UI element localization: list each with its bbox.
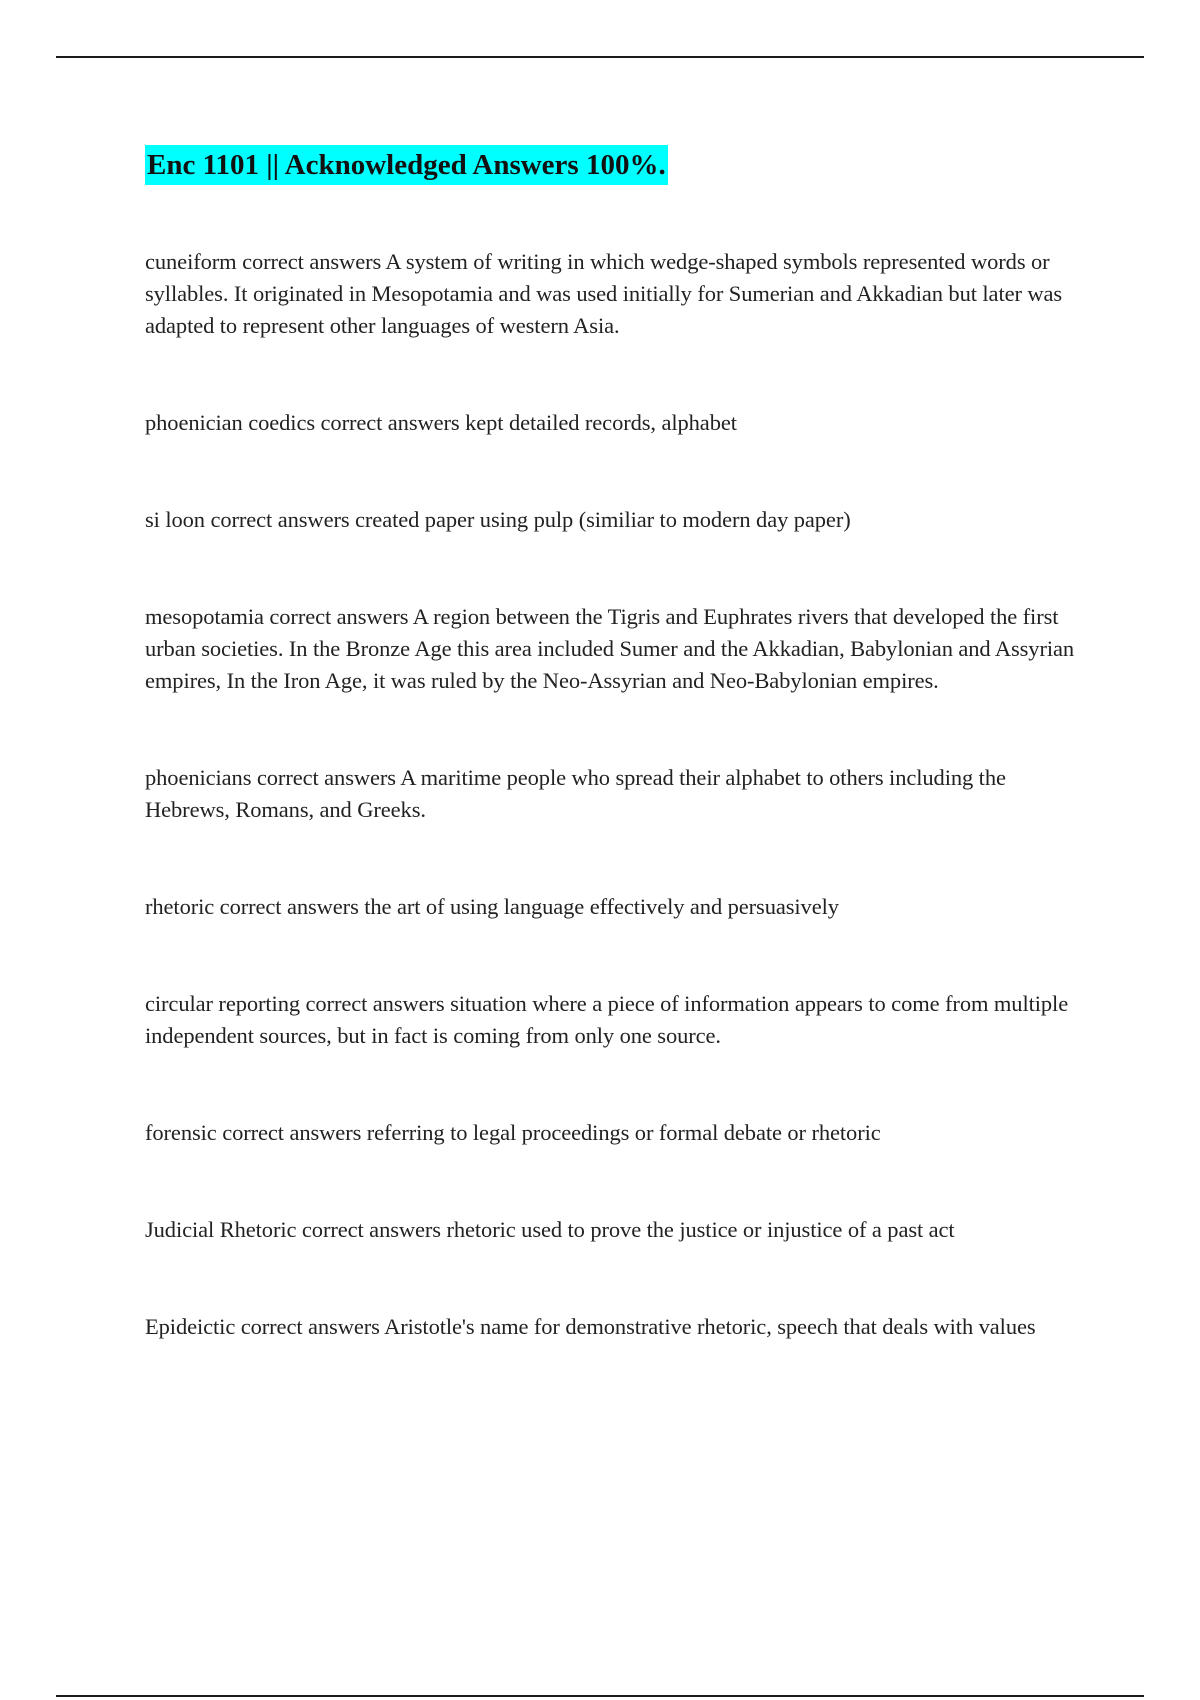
entry-phoenicians: phoenicians correct answers A maritime people who spread their alphabet to others including the Hebrews, Romans, and Greeks. [145, 765, 1006, 822]
document-body [145, 145, 1090, 1408]
entry-cuneiform: cuneiform correct answers A system of writing in which wedge-shaped symbols represented words or syllables. It originated in Mesopotamia and was used initially for Sumerian and Akkadian but later was adapted to represent other languages of western Asia. [145, 249, 1063, 338]
entry-epideictic: Epideictic correct answers Aristotle's name for demonstrative rhetoric, speech that deals with values [145, 1314, 1036, 1339]
entry-list [145, 246, 1090, 1343]
entry-si-loon: si loon correct answers created paper using pulp (similiar to modern day paper) [145, 507, 851, 532]
entry-forensic: forensic correct answers referring to legal proceedings or formal debate or rhetoric [145, 1120, 881, 1145]
entry-judicial-rhetoric: Judicial Rhetoric correct answers rhetoric used to prove the justice or injustice of a past act [145, 1217, 955, 1242]
entry-mesopotamia: mesopotamia correct answers A region between the Tigris and Euphrates rivers that developed the first urban societies. In the Bronze Age this area included Sumer and the Akkadian, Babylonian and Assyrian empires, In the Iron Age, it was ruled by the Neo-Assyrian and Neo-Babylonian empires. [145, 604, 1075, 693]
entry-circular-reporting: circular reporting correct answers situation where a piece of information appears to come from multiple independent sources, but in fact is coming from only one source. [145, 991, 1069, 1048]
document-title: Enc 1101 || Acknowledged Answers 100%. [145, 145, 668, 185]
entry-phoenician-coedics: phoenician coedics correct answers kept detailed records, alphabet [145, 410, 737, 435]
bottom-rule [56, 1695, 1144, 1697]
entry-rhetoric: rhetoric correct answers the art of using language effectively and persuasively [145, 894, 839, 919]
top-rule [56, 56, 1144, 58]
